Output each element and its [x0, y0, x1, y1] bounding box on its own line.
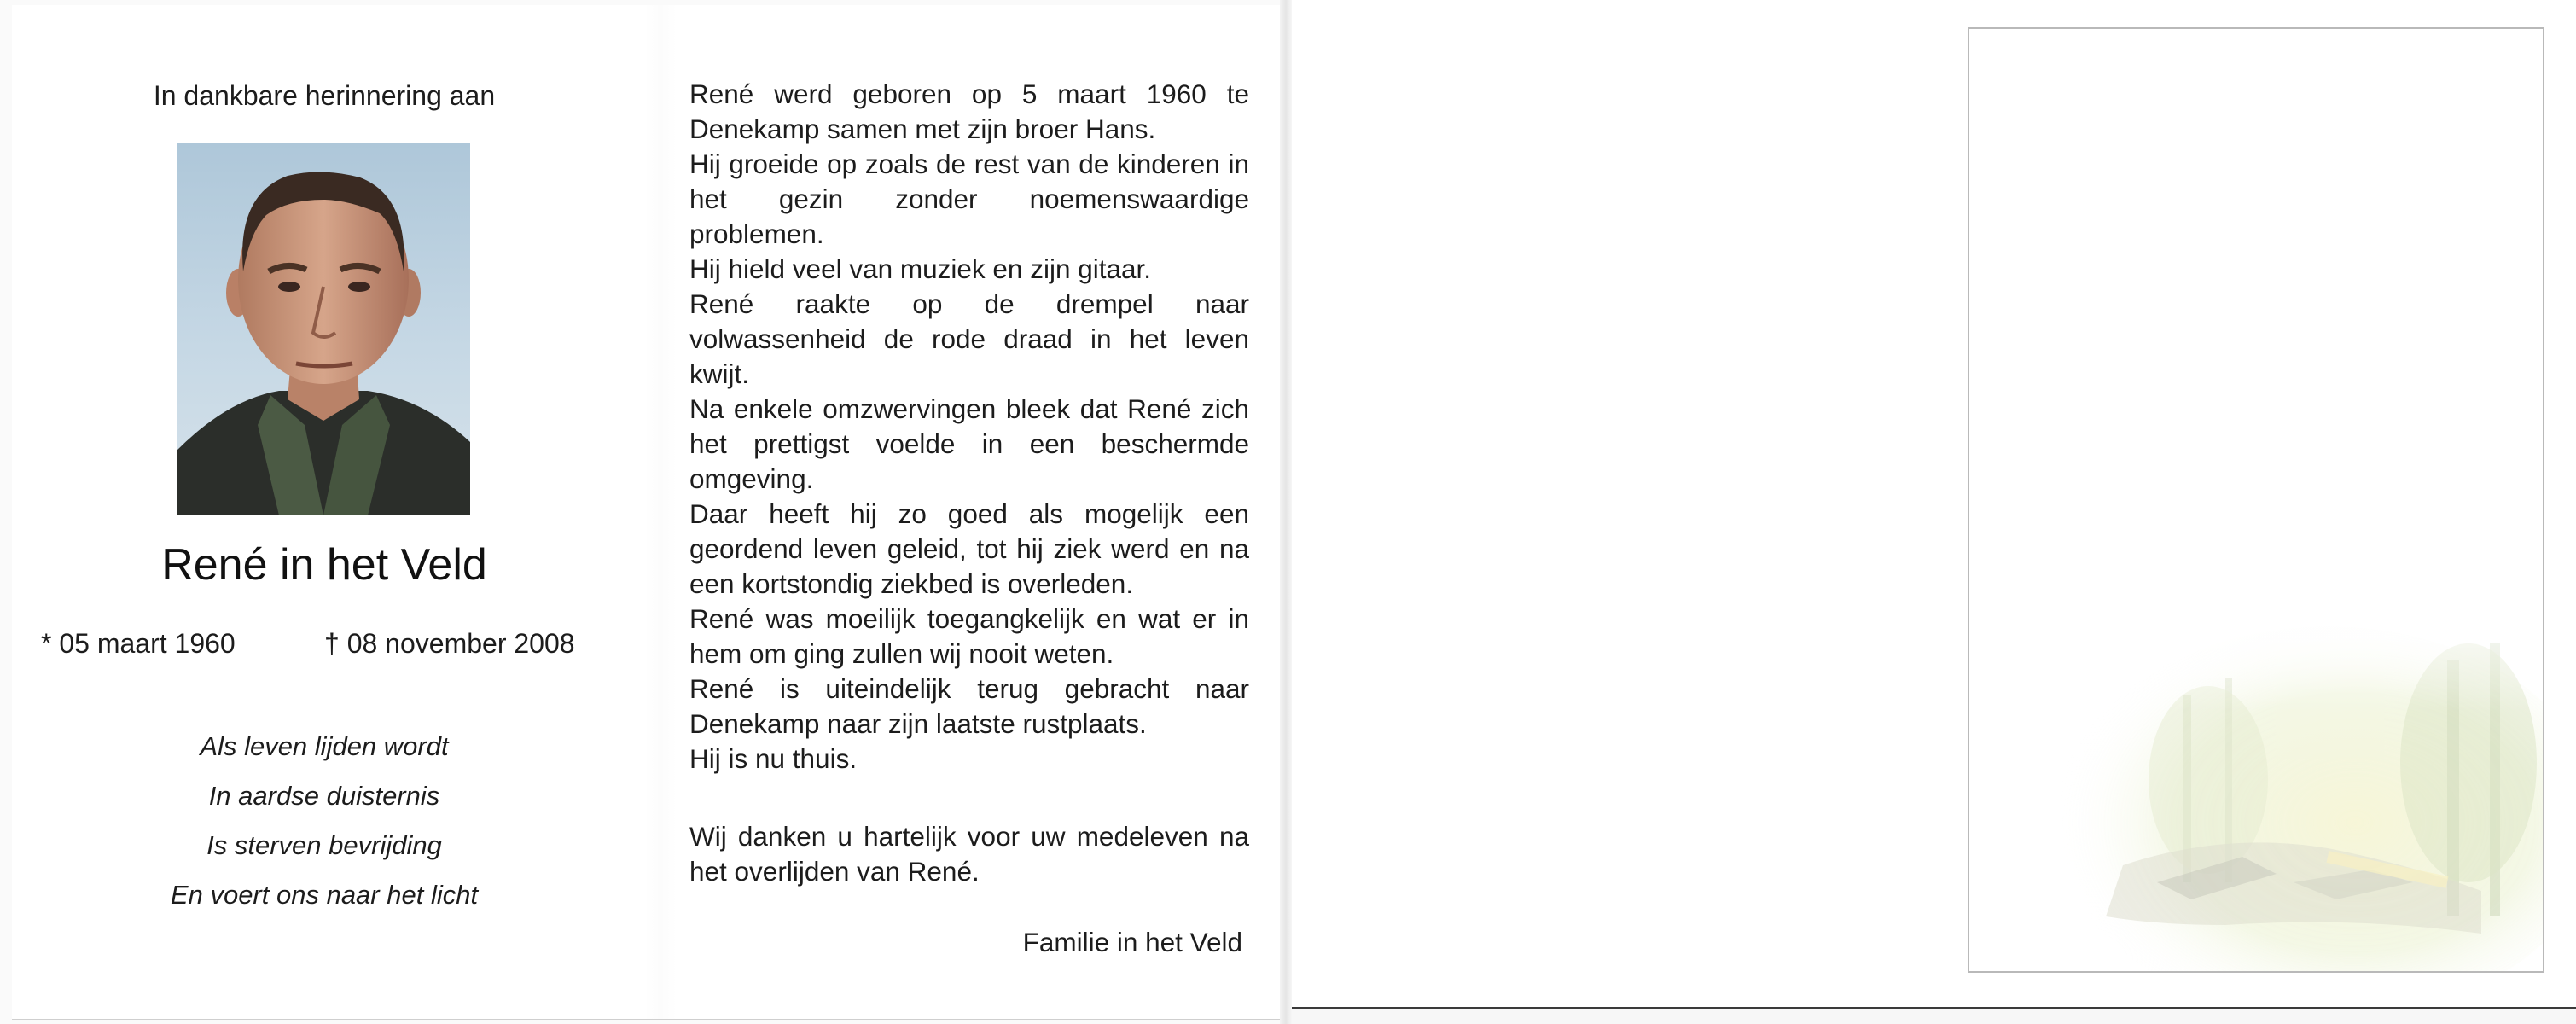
story-paragraph: René raakte op de drempel naar volwassenheid de rode draad in het leven kwijt. [689, 288, 1249, 389]
card-fold [643, 5, 677, 1019]
story-paragraph: Hij is nu thuis. [689, 743, 858, 774]
story-paragraph: Hij hield veel van muziek en zijn gitaar. [689, 253, 1152, 284]
portrait-illustration [177, 143, 470, 515]
card-gap [1280, 0, 1292, 1024]
life-story [689, 77, 1249, 777]
poem-line: En voert ons naar het licht [170, 880, 479, 910]
thanks-text: Wij danken u hartelijk voor uw medeleven na het overlijden van René. [689, 821, 1249, 887]
story-paragraph: René werd geboren op 5 maart 1960 te Denekamp samen met zijn broer Hans. [689, 79, 1249, 144]
back-frame [1968, 27, 2544, 973]
poem-line: In aardse duisternis [208, 781, 440, 811]
story-paragraph: Na enkele omzwervingen bleek dat René zich het prettigst voelde in een beschermde omgeving. [689, 393, 1249, 494]
birth-date: * 05 maart 1960 [41, 628, 236, 659]
poem [102, 722, 546, 920]
story-paragraph: René is uiteindelijk terug gebracht naar Denekamp naar zijn laatste rustplaats. [689, 673, 1249, 739]
deceased-name: René in het Veld [161, 540, 487, 590]
family-signature: Familie in het Veld [1022, 927, 1242, 957]
scan-margin [1292, 1009, 2576, 1024]
story-paragraph: René was moeilijk toegangkelijk en wat er in hem om ging zullen wij nooit weten. [689, 603, 1249, 669]
portrait-photo [177, 143, 470, 515]
poem-line: Als leven lijden wordt [200, 731, 449, 761]
faded-landscape-image [1969, 29, 2543, 971]
poem-line: Is sterven bevrijding [206, 830, 442, 860]
story-paragraph: Hij groeide op zoals de rest van de kinderen in het gezin zonder noemenswaardige problemen. [689, 148, 1249, 249]
death-date: † 08 november 2008 [324, 628, 575, 659]
story-paragraph: Daar heeft hij zo goed als mogelijk een geordend leven geleid, tot hij ziek werd en na een kortstondig ziekbed is overleden. [689, 498, 1249, 599]
intro-text: In dankbare herinnering aan [153, 80, 496, 111]
